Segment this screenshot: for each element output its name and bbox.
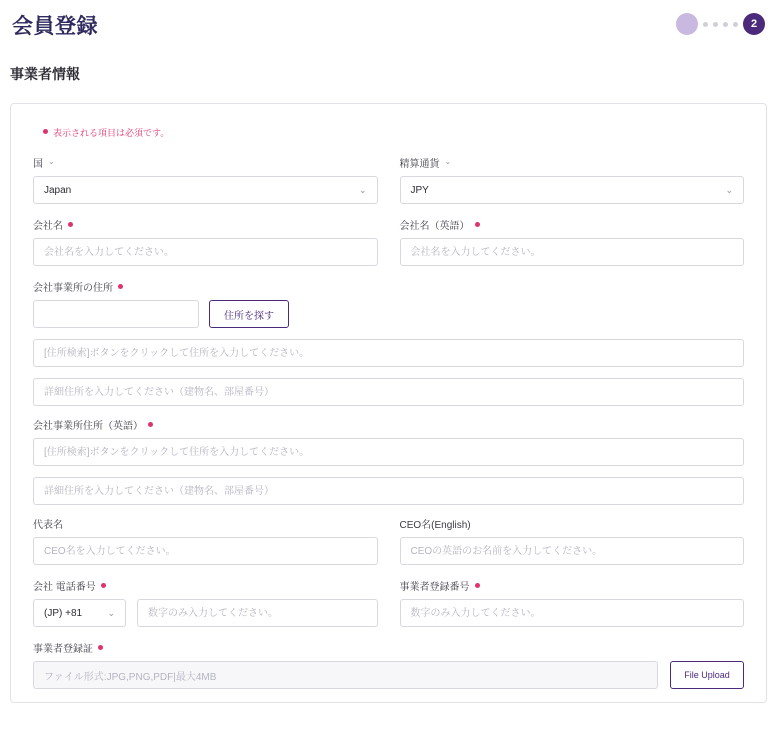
step-dot-2	[713, 22, 718, 27]
field-settlement-currency	[400, 155, 745, 204]
company-phone-label-text: 会社 電話番号	[33, 582, 96, 593]
currency-label	[400, 155, 745, 170]
field-company-phone	[33, 578, 378, 627]
chevron-down-icon: ⌄	[107, 607, 115, 618]
required-dot-icon	[118, 284, 123, 289]
certificate-file-name[interactable]: ファイル形式:JPG,PNG,PDF|最大4MB	[33, 661, 658, 689]
company-address-en-input[interactable]	[33, 438, 744, 466]
company-name-label-text: 会社名	[33, 221, 63, 232]
certificate-label	[33, 640, 744, 655]
step-dot-completed	[676, 13, 698, 35]
field-company-address-en	[33, 417, 744, 505]
postal-code-input[interactable]	[33, 300, 199, 328]
company-address-en-label	[33, 417, 744, 432]
field-country	[33, 155, 378, 204]
field-company-address	[33, 279, 744, 406]
company-name-en-label	[400, 217, 745, 232]
phone-number-input[interactable]	[137, 599, 378, 627]
field-company-name-en	[400, 217, 745, 266]
ceo-name-label	[33, 516, 378, 531]
field-ceo-name	[33, 516, 378, 565]
page-header	[0, 0, 777, 40]
phone-country-code-value: (JP) +81	[44, 607, 83, 619]
required-dot-icon	[148, 422, 153, 427]
required-note	[53, 126, 744, 139]
company-address-en-detail-input[interactable]	[33, 477, 744, 505]
required-dot-icon	[68, 222, 73, 227]
row-ceo-names	[33, 516, 744, 565]
country-label-text: 国	[33, 159, 43, 170]
address-search-row	[33, 300, 744, 328]
ceo-name-label-text: 代表名	[33, 520, 63, 531]
row-phone-regnumber	[33, 578, 744, 627]
ceo-name-en-label-text: CEO名(English)	[399, 520, 471, 531]
ceo-name-input[interactable]	[33, 537, 378, 565]
currency-select[interactable]	[400, 176, 745, 204]
company-name-input[interactable]	[33, 238, 378, 266]
company-address-en-label-text: 会社事業所住所（英語）	[33, 421, 143, 432]
company-phone-label	[33, 578, 378, 593]
required-note-text: 表示される項目は必須です。	[53, 128, 170, 138]
field-ceo-name-en	[400, 516, 745, 565]
company-address-label	[33, 279, 744, 294]
required-bullet-icon	[43, 129, 48, 134]
step-current-badge: 2	[743, 13, 765, 35]
required-dot-icon	[101, 583, 106, 588]
chevron-down-icon: ⌄	[48, 157, 55, 166]
required-dot-icon	[475, 222, 480, 227]
step-dot-4	[733, 22, 738, 27]
company-name-label	[33, 217, 378, 232]
chevron-down-icon: ⌄	[358, 184, 367, 195]
field-business-registration-certificate	[33, 640, 744, 689]
business-registration-number-label-text: 事業者登録番号	[399, 582, 470, 593]
ceo-name-en-label	[400, 516, 745, 531]
company-name-en-label-text: 会社名（英語）	[399, 221, 470, 232]
ceo-name-en-input[interactable]	[400, 537, 745, 565]
step-dot-3	[723, 22, 728, 27]
required-dot-icon	[475, 583, 480, 588]
step-indicator	[676, 13, 765, 35]
country-label	[33, 155, 378, 170]
address-search-button[interactable]: 住所を探す	[209, 300, 289, 328]
row-company-names	[33, 217, 744, 266]
company-name-en-input[interactable]	[400, 238, 745, 266]
chevron-down-icon: ⌄	[725, 184, 733, 195]
page-title: 会員登録	[12, 15, 98, 38]
row-country-currency	[33, 155, 744, 204]
upload-row	[33, 661, 744, 689]
currency-label-text: 精算通貨	[399, 159, 440, 170]
currency-select-value: JPY	[410, 184, 429, 196]
business-registration-number-input[interactable]	[400, 599, 745, 627]
file-upload-button[interactable]: File Upload	[670, 661, 744, 689]
step-dot-1	[703, 22, 708, 27]
field-company-name	[33, 217, 378, 266]
company-address-input[interactable]	[33, 339, 744, 367]
business-info-card	[10, 103, 767, 703]
country-select-value: Japan	[44, 184, 72, 196]
section-title: 事業者情報	[10, 66, 80, 82]
field-business-registration-number	[400, 578, 745, 627]
certificate-label-text: 事業者登録証	[33, 644, 93, 655]
company-address-detail-input[interactable]	[33, 378, 744, 406]
phone-country-code-select[interactable]	[33, 599, 126, 627]
company-address-label-text: 会社事業所の住所	[33, 283, 113, 294]
phone-input-group	[33, 599, 378, 627]
required-dot-icon	[98, 645, 103, 650]
business-registration-number-label	[400, 578, 745, 593]
chevron-down-icon: ⌄	[444, 157, 452, 166]
country-select[interactable]	[33, 176, 378, 204]
